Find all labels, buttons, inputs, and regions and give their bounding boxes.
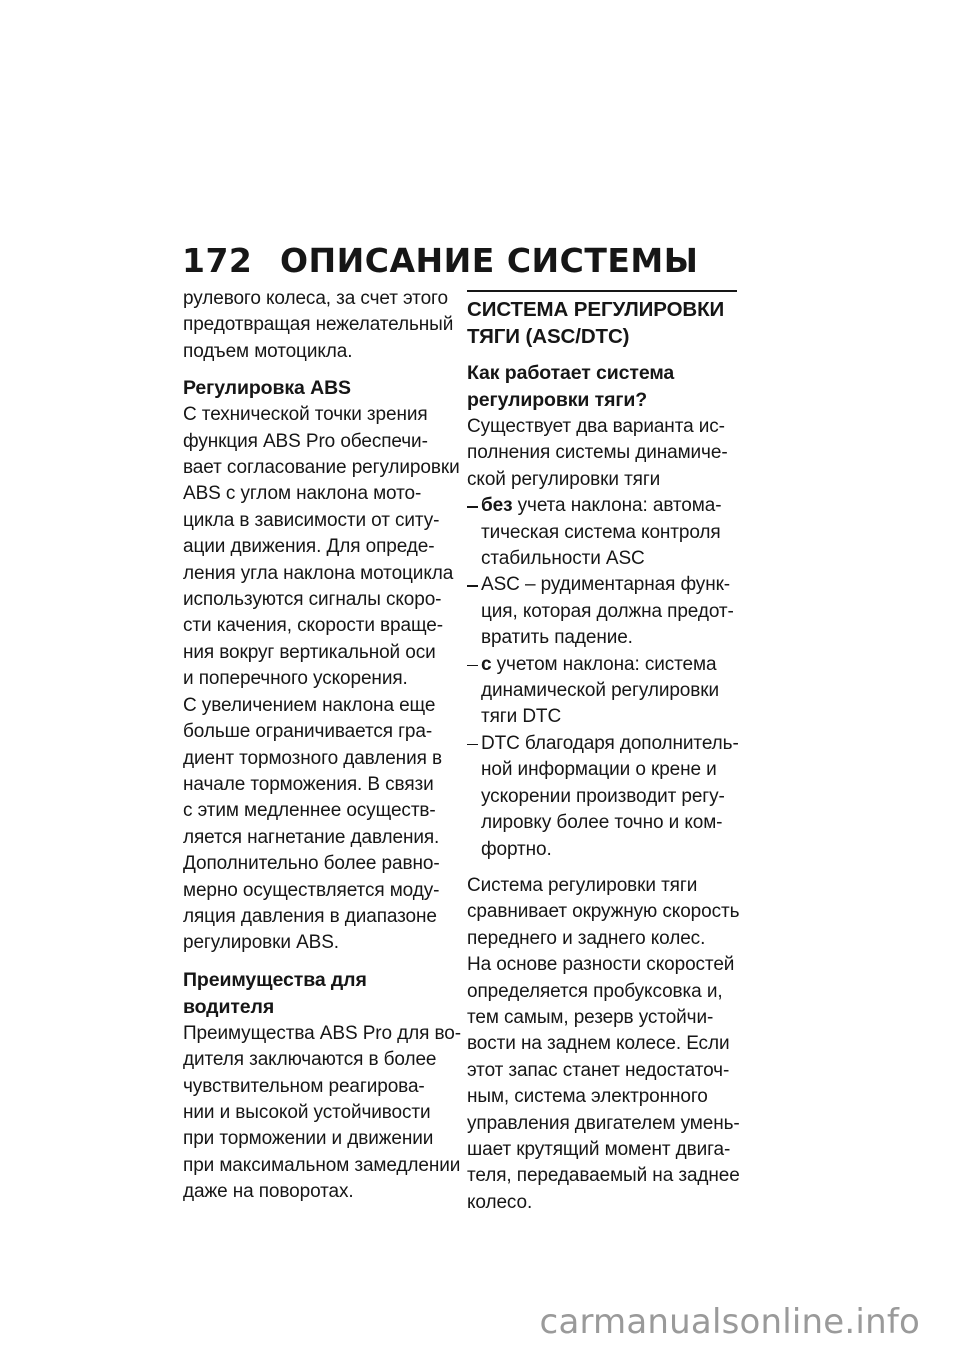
page-header bbox=[182, 238, 742, 284]
text-line: тяги DTC bbox=[481, 706, 562, 728]
text-line: мерно осуществляется моду- bbox=[183, 879, 440, 901]
section-heading bbox=[467, 290, 737, 350]
list-item bbox=[467, 652, 737, 731]
left-column bbox=[183, 286, 461, 1206]
heading-line: ТЯГИ (ASC/DTC) bbox=[467, 325, 630, 348]
text-line: колесо. bbox=[467, 1191, 533, 1213]
text-line: Система регулировки тяги bbox=[467, 874, 698, 896]
text-line: На основе разности скоростей bbox=[467, 954, 735, 976]
sub-heading bbox=[467, 360, 737, 414]
text-line: ляция давления в диапазоне bbox=[183, 905, 437, 927]
text-line: шает крутящий момент двига- bbox=[467, 1138, 731, 1160]
text-line: ской регулировки тяги bbox=[467, 468, 661, 490]
intro-paragraph bbox=[183, 286, 454, 365]
abs-heading: Регулировка ABS bbox=[183, 377, 351, 400]
text-line: ция, которая должна предот- bbox=[481, 600, 734, 622]
text-line: функция ABS Pro обеспечи- bbox=[183, 430, 428, 452]
text-line: тическая система контроля bbox=[481, 521, 721, 543]
text-line: Дополнительно более равно- bbox=[183, 853, 440, 875]
chapter-title: ОПИСАНИЕ СИСТЕМЫ bbox=[280, 241, 699, 280]
text-fragment: учетом наклона: система bbox=[491, 653, 717, 675]
text-line: предотвращая нежелательный bbox=[183, 314, 454, 336]
page-number: 172 bbox=[182, 241, 253, 280]
text-line: ASC – рудиментарная функ- bbox=[481, 574, 731, 596]
text-line: Существует два варианта ис- bbox=[467, 416, 725, 437]
text-line: даже на поворотах. bbox=[183, 1181, 354, 1203]
text-line: тем самым, резерв устойчи- bbox=[467, 1006, 714, 1028]
text-line: подъем мотоцикла. bbox=[183, 340, 353, 362]
text-line: вает согласование регулировки bbox=[183, 457, 460, 479]
text-line: ускорении производит регу- bbox=[481, 785, 725, 807]
text-line: с этим медленнее осуществ- bbox=[183, 800, 436, 822]
traction-paragraph-2 bbox=[467, 952, 740, 1216]
abs-paragraph-1 bbox=[183, 402, 460, 692]
text-line: ABS с углом наклона мото- bbox=[183, 483, 422, 505]
text-line: начале торможения. В связи bbox=[183, 773, 434, 795]
text-line: ной информации о крене и bbox=[481, 759, 717, 781]
benefits-heading bbox=[183, 967, 451, 1021]
text-line: этот запас станет недостаточ- bbox=[467, 1059, 730, 1081]
text-line: при максимальном замедлении bbox=[183, 1154, 461, 1176]
text-line: переднего и заднего колес. bbox=[467, 927, 706, 949]
text-line: рулевого колеса, за счет этого bbox=[183, 288, 448, 309]
text-line: регулировки ABS. bbox=[183, 932, 339, 954]
list-item bbox=[467, 493, 737, 572]
list-item bbox=[467, 731, 737, 863]
text-line: цикла в зависимости от ситу- bbox=[183, 509, 440, 531]
heading-line: Как работает система bbox=[467, 362, 675, 384]
text-line: используются сигналы скоро- bbox=[183, 589, 442, 611]
text-line: ации движения. Для опреде- bbox=[183, 536, 435, 558]
benefits-paragraph bbox=[183, 1021, 461, 1206]
bold-term: с bbox=[481, 653, 492, 675]
heading-line: регулировки тяги? bbox=[467, 389, 648, 411]
text-line bbox=[481, 652, 737, 678]
text-line: лировку более точно и ком- bbox=[481, 812, 723, 834]
text-line: ляется нагнетание давления. bbox=[183, 826, 440, 848]
text-line: больше ограничивается гра- bbox=[183, 721, 433, 743]
text-line: фортно. bbox=[481, 838, 552, 860]
text-line: сравнивает окружную скорость bbox=[467, 901, 740, 923]
heading-line: водителя bbox=[183, 995, 275, 1018]
text-line: вости на заднем колесе. Если bbox=[467, 1033, 730, 1055]
text-line bbox=[481, 493, 737, 519]
text-line: диент тормозного давления в bbox=[183, 747, 442, 769]
text-line: вратить падение. bbox=[481, 627, 633, 649]
text-line: нии и высокой устойчивости bbox=[183, 1101, 431, 1123]
text-fragment: учета наклона: автома- bbox=[512, 495, 722, 517]
traction-paragraph-1 bbox=[467, 873, 740, 952]
text-line: стабильности ASC bbox=[481, 548, 645, 570]
text-line: теля, передаваемый на заднее bbox=[467, 1165, 740, 1187]
text-line: при торможении и движении bbox=[183, 1128, 434, 1150]
text-line: С технической точки зрения bbox=[183, 404, 428, 426]
text-line: управления двигателем умень- bbox=[467, 1112, 740, 1134]
abs-paragraph-3 bbox=[183, 851, 451, 957]
text-line: ления угла наклона мотоцикла bbox=[183, 562, 454, 584]
text-line: чувствительном реагирова- bbox=[183, 1075, 425, 1097]
text-line: С увеличением наклона еще bbox=[183, 694, 436, 716]
text-line: ния вокруг вертикальной оси bbox=[183, 641, 436, 663]
bold-term: без bbox=[481, 495, 513, 517]
text-line: и поперечного ускорения. bbox=[183, 668, 408, 690]
watermark: carmanualsonline.info bbox=[539, 1302, 920, 1342]
text-line: полнения системы динамиче- bbox=[467, 442, 728, 464]
text-line: сти качения, скорости враще- bbox=[183, 615, 443, 637]
heading-line: СИСТЕМА РЕГУЛИРОВКИ bbox=[467, 298, 725, 321]
heading-line: Преимущества для bbox=[183, 968, 367, 991]
text-line: Преимущества ABS Pro для во- bbox=[183, 1022, 461, 1044]
abs-paragraph-2 bbox=[183, 693, 451, 851]
text-line: DTC благодаря дополнитель- bbox=[481, 732, 739, 754]
text-line: определяется пробуксовка и, bbox=[467, 980, 723, 1002]
variants-list bbox=[467, 493, 737, 863]
list-item bbox=[467, 572, 737, 651]
right-column bbox=[467, 290, 740, 1216]
text-line: ным, система электронного bbox=[467, 1086, 708, 1108]
text-line: дителя заключаются в более bbox=[183, 1049, 437, 1071]
variants-intro bbox=[467, 414, 737, 493]
text-line: динамической регулировки bbox=[481, 680, 719, 702]
